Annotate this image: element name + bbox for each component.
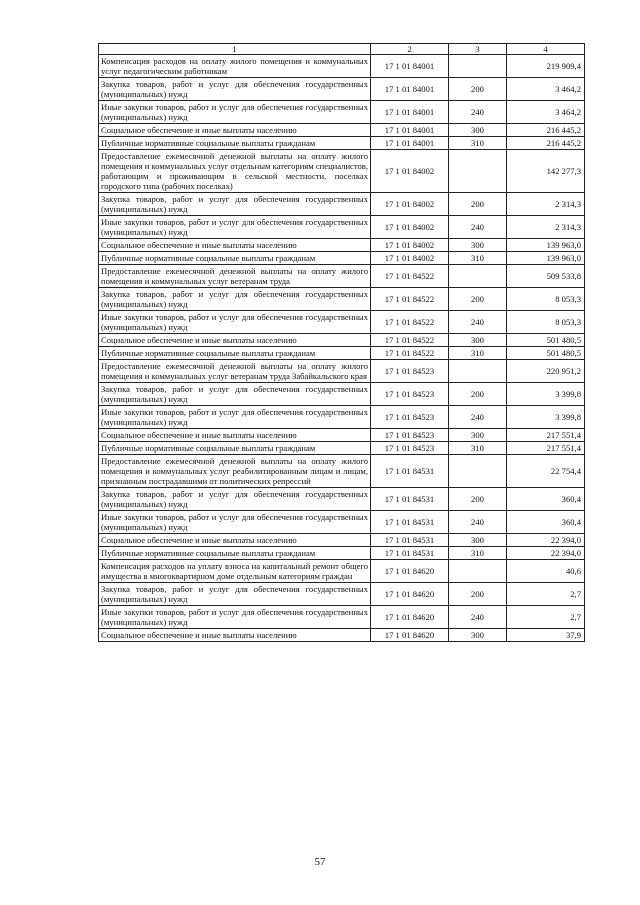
row-code-cell: 17 1 01 84620	[371, 560, 449, 583]
row-code-cell: 17 1 01 84522	[371, 347, 449, 360]
row-name-cell: Закупка товаров, работ и услуг для обеспечения государственных (муниципальных) нужд	[99, 193, 371, 216]
row-code-cell: 17 1 01 84002	[371, 252, 449, 265]
row-name-cell: Публичные нормативные социальные выплаты гражданам	[99, 442, 371, 455]
row-name-cell: Публичные нормативные социальные выплаты гражданам	[99, 137, 371, 150]
table-row	[99, 488, 585, 511]
table-row	[99, 583, 585, 606]
row-code-cell: 17 1 01 84523	[371, 429, 449, 442]
row-name-cell: Публичные нормативные социальные выплаты гражданам	[99, 347, 371, 360]
row-name-cell: Иные закупки товаров, работ и услуг для обеспечения государственных (муниципальных) нужд	[99, 406, 371, 429]
row-code-cell: 17 1 01 84002	[371, 216, 449, 239]
table-row	[99, 629, 585, 642]
row-code-cell: 17 1 01 84522	[371, 311, 449, 334]
row-expense-type-cell: 200	[449, 78, 507, 101]
row-expense-type-cell: 240	[449, 511, 507, 534]
row-expense-type-cell: 310	[449, 252, 507, 265]
row-code-cell: 17 1 01 84523	[371, 383, 449, 406]
row-amount-cell: 139 963,0	[507, 252, 585, 265]
row-amount-cell: 3 464,2	[507, 101, 585, 124]
table-row	[99, 511, 585, 534]
table-row	[99, 547, 585, 560]
row-name-cell: Иные закупки товаров, работ и услуг для обеспечения государственных (муниципальных) нужд	[99, 216, 371, 239]
row-name-cell: Закупка товаров, работ и услуг для обеспечения государственных (муниципальных) нужд	[99, 488, 371, 511]
row-code-cell: 17 1 01 84002	[371, 150, 449, 193]
row-name-cell: Предоставление ежемесячной денежной выплаты на оплату жилого помещения и коммунальных услуг реабилитированным лицам и лицам, признанным пострадавшими от политических репрессий	[99, 455, 371, 488]
row-name-cell: Компенсация расходов на оплату жилого помещения и коммунальных услуг педагогическим работникам	[99, 55, 371, 78]
table-row	[99, 429, 585, 442]
row-expense-type-cell: 310	[449, 347, 507, 360]
table-row	[99, 216, 585, 239]
row-name-cell: Закупка товаров, работ и услуг для обеспечения государственных (муниципальных) нужд	[99, 288, 371, 311]
table-row	[99, 55, 585, 78]
row-code-cell: 17 1 01 84001	[371, 137, 449, 150]
row-amount-cell: 2 314,3	[507, 193, 585, 216]
table-row	[99, 150, 585, 193]
table-row	[99, 124, 585, 137]
row-expense-type-cell: 200	[449, 383, 507, 406]
row-amount-cell: 2 314,3	[507, 216, 585, 239]
table-row	[99, 101, 585, 124]
row-name-cell: Закупка товаров, работ и услуг для обеспечения государственных (муниципальных) нужд	[99, 383, 371, 406]
table-row	[99, 334, 585, 347]
row-amount-cell: 22 394,0	[507, 547, 585, 560]
row-expense-type-cell: 300	[449, 124, 507, 137]
row-code-cell: 17 1 01 84531	[371, 534, 449, 547]
row-code-cell: 17 1 01 84523	[371, 406, 449, 429]
table-row	[99, 442, 585, 455]
row-expense-type-cell: 300	[449, 534, 507, 547]
table-row	[99, 347, 585, 360]
row-amount-cell: 3 399,8	[507, 383, 585, 406]
page-number: 57	[314, 856, 326, 868]
row-code-cell: 17 1 01 84002	[371, 239, 449, 252]
budget-table	[98, 43, 585, 642]
row-amount-cell: 37,9	[507, 629, 585, 642]
row-expense-type-cell: 240	[449, 406, 507, 429]
row-expense-type-cell: 300	[449, 429, 507, 442]
row-code-cell: 17 1 01 84522	[371, 334, 449, 347]
row-name-cell: Закупка товаров, работ и услуг для обеспечения государственных (муниципальных) нужд	[99, 583, 371, 606]
row-code-cell: 17 1 01 84002	[371, 193, 449, 216]
table-row	[99, 265, 585, 288]
table-row	[99, 383, 585, 406]
table-row	[99, 455, 585, 488]
row-code-cell: 17 1 01 84001	[371, 78, 449, 101]
row-name-cell: Предоставление ежемесячной денежной выплаты на оплату жилого помещения и коммунальных услуг ветеранам труда Забайкальского края	[99, 360, 371, 383]
row-name-cell: Социальное обеспечение и иные выплаты населению	[99, 429, 371, 442]
table-row	[99, 560, 585, 583]
row-amount-cell: 360,4	[507, 488, 585, 511]
row-amount-cell: 501 480,5	[507, 334, 585, 347]
row-expense-type-cell: 240	[449, 216, 507, 239]
table-row	[99, 193, 585, 216]
row-code-cell: 17 1 01 84001	[371, 55, 449, 78]
row-amount-cell: 217 551,4	[507, 429, 585, 442]
row-expense-type-cell: 200	[449, 193, 507, 216]
table-row	[99, 406, 585, 429]
row-amount-cell: 142 277,3	[507, 150, 585, 193]
row-expense-type-cell	[449, 150, 507, 193]
row-code-cell: 17 1 01 84620	[371, 629, 449, 642]
row-code-cell: 17 1 01 84531	[371, 547, 449, 560]
row-name-cell: Публичные нормативные социальные выплаты гражданам	[99, 547, 371, 560]
row-name-cell: Социальное обеспечение и иные выплаты населению	[99, 124, 371, 137]
row-amount-cell: 509 533,8	[507, 265, 585, 288]
row-expense-type-cell: 240	[449, 311, 507, 334]
row-amount-cell: 217 551,4	[507, 442, 585, 455]
row-name-cell: Социальное обеспечение и иные выплаты населению	[99, 239, 371, 252]
table-row	[99, 288, 585, 311]
row-amount-cell: 2,7	[507, 583, 585, 606]
row-amount-cell: 216 445,2	[507, 124, 585, 137]
row-amount-cell: 3 399,8	[507, 406, 585, 429]
row-expense-type-cell	[449, 560, 507, 583]
row-code-cell: 17 1 01 84523	[371, 360, 449, 383]
row-code-cell: 17 1 01 84531	[371, 455, 449, 488]
row-expense-type-cell: 300	[449, 629, 507, 642]
row-code-cell: 17 1 01 84522	[371, 288, 449, 311]
table-row	[99, 360, 585, 383]
table-row	[99, 239, 585, 252]
table-row	[99, 137, 585, 150]
row-name-cell: Социальное обеспечение и иные выплаты населению	[99, 629, 371, 642]
row-name-cell: Предоставление ежемесячной денежной выплаты на оплату жилого помещения и коммунальных услуг отдельным категориям специалистов, работающим и проживающим в сельской местности, поселках городского типа (рабочих поселках)	[99, 150, 371, 193]
row-name-cell: Публичные нормативные социальные выплаты гражданам	[99, 252, 371, 265]
row-expense-type-cell: 310	[449, 547, 507, 560]
row-amount-cell: 501 480,5	[507, 347, 585, 360]
header-col-1: 1	[99, 44, 371, 55]
header-col-3: 3	[449, 44, 507, 55]
row-amount-cell: 3 464,2	[507, 78, 585, 101]
row-amount-cell: 8 053,3	[507, 288, 585, 311]
row-expense-type-cell: 310	[449, 442, 507, 455]
row-name-cell: Иные закупки товаров, работ и услуг для обеспечения государственных (муниципальных) нужд	[99, 101, 371, 124]
row-amount-cell: 216 445,2	[507, 137, 585, 150]
table-row	[99, 311, 585, 334]
row-amount-cell: 219 909,4	[507, 55, 585, 78]
row-amount-cell: 40,6	[507, 560, 585, 583]
header-col-2: 2	[371, 44, 449, 55]
row-name-cell: Компенсация расходов на уплату взноса на капитальный ремонт общего имущества в многоквартирном доме отдельным категориям граждан	[99, 560, 371, 583]
row-expense-type-cell	[449, 455, 507, 488]
row-expense-type-cell	[449, 360, 507, 383]
row-name-cell: Закупка товаров, работ и услуг для обеспечения государственных (муниципальных) нужд	[99, 78, 371, 101]
table-row	[99, 534, 585, 547]
row-code-cell: 17 1 01 84531	[371, 511, 449, 534]
row-amount-cell: 360,4	[507, 511, 585, 534]
row-amount-cell: 220 951,2	[507, 360, 585, 383]
row-expense-type-cell: 200	[449, 488, 507, 511]
row-name-cell: Предоставление ежемесячной денежной выплаты на оплату жилого помещения и коммунальных услуг ветеранам труда	[99, 265, 371, 288]
table-body	[99, 44, 585, 642]
row-expense-type-cell	[449, 265, 507, 288]
row-code-cell: 17 1 01 84001	[371, 124, 449, 137]
row-expense-type-cell: 300	[449, 239, 507, 252]
table-row	[99, 606, 585, 629]
row-amount-cell: 22 754,4	[507, 455, 585, 488]
row-amount-cell: 8 053,3	[507, 311, 585, 334]
row-expense-type-cell	[449, 55, 507, 78]
row-amount-cell: 139 963,0	[507, 239, 585, 252]
header-row	[99, 44, 585, 55]
row-expense-type-cell: 310	[449, 137, 507, 150]
table-row	[99, 78, 585, 101]
row-code-cell: 17 1 01 84620	[371, 583, 449, 606]
header-col-4: 4	[507, 44, 585, 55]
row-code-cell: 17 1 01 84531	[371, 488, 449, 511]
row-code-cell: 17 1 01 84523	[371, 442, 449, 455]
row-name-cell: Иные закупки товаров, работ и услуг для обеспечения государственных (муниципальных) нужд	[99, 511, 371, 534]
row-name-cell: Социальное обеспечение и иные выплаты населению	[99, 334, 371, 347]
row-amount-cell: 22 394,0	[507, 534, 585, 547]
row-amount-cell: 2,7	[507, 606, 585, 629]
row-code-cell: 17 1 01 84001	[371, 101, 449, 124]
row-code-cell: 17 1 01 84522	[371, 265, 449, 288]
row-code-cell: 17 1 01 84620	[371, 606, 449, 629]
table-row	[99, 252, 585, 265]
row-name-cell: Иные закупки товаров, работ и услуг для обеспечения государственных (муниципальных) нужд	[99, 606, 371, 629]
row-expense-type-cell: 200	[449, 583, 507, 606]
row-name-cell: Социальное обеспечение и иные выплаты населению	[99, 534, 371, 547]
row-expense-type-cell: 240	[449, 606, 507, 629]
row-expense-type-cell: 240	[449, 101, 507, 124]
row-expense-type-cell: 300	[449, 334, 507, 347]
row-name-cell: Иные закупки товаров, работ и услуг для обеспечения государственных (муниципальных) нужд	[99, 311, 371, 334]
row-expense-type-cell: 200	[449, 288, 507, 311]
